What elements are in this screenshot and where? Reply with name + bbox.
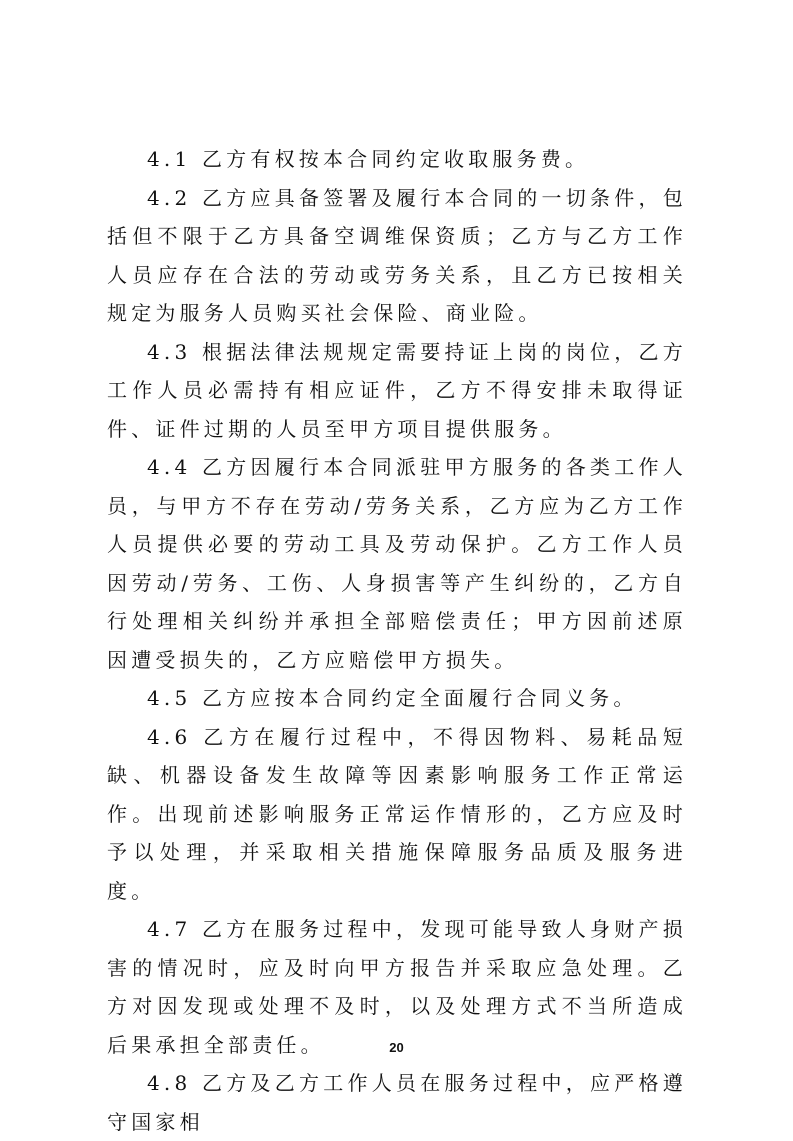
clause-4-4: 4.4 乙方因履行本合同派驻甲方服务的各类工作人员，与甲方不存在劳动/劳务关系，乙方应为乙方工作人员提供必要的劳动工具及劳动保护。乙方工作人员因劳动/劳务、工伤、人身损害等产生纠纷的，乙方自行处理相关纠纷并承担全部赔偿责任；甲方因前述原因遭受损失的，乙方应赔偿甲方损失。 (107, 455, 687, 672)
clause-4-6: 4.6 乙方在履行过程中，不得因物料、易耗品短缺、机器设备发生故障等因素影响服务工作正常运作。出现前述影响服务正常运作情形的，乙方应及时予以处理，并采取相关措施保障服务品质及服务进度。 (107, 724, 687, 903)
clause-4-5: 4.5 乙方应按本合同约定全面履行合同义务。 (147, 686, 638, 710)
clause-4-8: 4.8 乙方及乙方工作人员在服务过程中，应严格遵守国家相 (107, 1071, 687, 1134)
document-body (107, 140, 687, 1141)
clause-4-3: 4.3 根据法律法规规定需要持证上岗的岗位，乙方工作人员必需持有相应证件，乙方不得安排未取得证件、证件过期的人员至甲方项目提供服务。 (107, 339, 687, 441)
clause-4-7: 4.7 乙方在服务过程中，发现可能导致人身财产损害的情况时，应及时向甲方报告并采取应急处理。乙方对因发现或处理不及时，以及处理方式不当所造成后果承担全部责任。 (107, 917, 687, 1057)
clause-4-2: 4.2 乙方应具备签署及履行本合同的一切条件，包括但不限于乙方具备空调维保资质；乙方与乙方工作人员应存在合法的劳动或劳务关系，且乙方已按相关规定为服务人员购买社会保险、商业险。 (107, 185, 687, 325)
clause-4-1: 4.1 乙方有权按本合同约定收取服务费。 (147, 147, 590, 171)
page-number: 20 (389, 1040, 404, 1055)
